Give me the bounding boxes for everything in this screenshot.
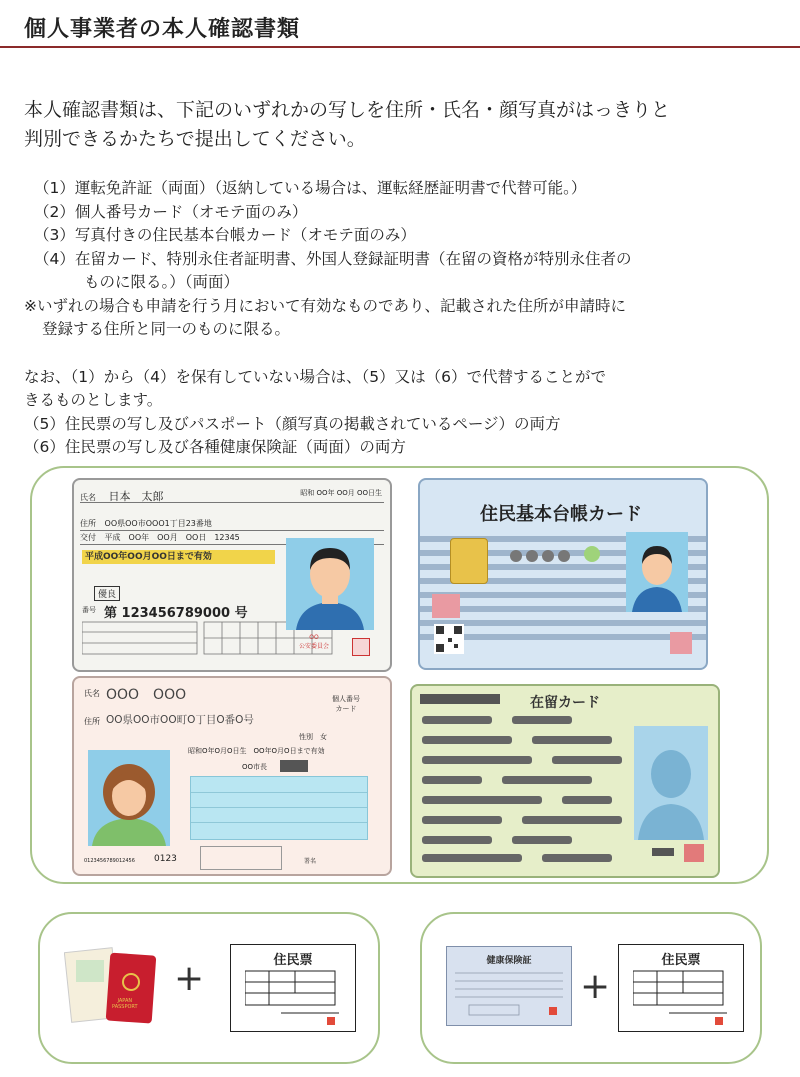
license-seal [352,638,370,656]
mynum-small-grid [200,846,282,870]
license-name-row [80,488,384,503]
juki-red-mark [432,594,460,618]
license-authority: OO 公安委員会 [299,634,330,650]
license-address: OO県OO市OOO1丁目23番地 [104,519,212,528]
license-expiry-band: 平成OO年OO月OO日まで有効 [82,550,275,564]
juki-placeholder-dots [510,546,600,566]
license-name: 日本 太郎 [108,490,164,503]
intro-line: 判別できるかたちで提出してください。 [24,128,366,150]
residence-placeholder-text [422,712,632,862]
license-issue: 平成 OO年 OO月 OO日 12345 [104,533,240,542]
mynum-name-label: 氏名 [84,689,100,698]
mynum-code: 0123 [154,854,177,864]
license-number-label: 番号 [82,606,96,614]
juki-card-title: 住民基本台帳カード [480,504,642,525]
alt-line: きるものとします。 [24,391,163,409]
drivers-license-card [72,478,392,672]
license-name-label: 氏名 [80,493,96,502]
license-number: 第 123456789000 号 [104,606,248,621]
mynum-card-type: 個人番号 カード [332,695,360,713]
mynum-blank-field [190,776,368,840]
qr-code-icon [434,624,464,654]
note-line: ※いずれの場合も申請を行う月において有効なものであり、記載された住所が申請時に [24,296,626,315]
residence-seal [684,844,704,862]
plus-sign: + [174,958,205,999]
list-item-continuation: ものに限る。）（両面） [84,273,240,291]
juminhyo-title: 住民票 [273,953,313,968]
title-underline [0,46,800,48]
license-good-badge: 優良 [94,586,120,601]
health-insurance-title: 健康保険証 [486,956,532,966]
list-item: （4）在留カード、特別永住者証明書、外国人登録証明書（在留の資格が特別永住者の [34,249,632,268]
list-item: （1）運転免許証（両面）（返納している場合は、運転経歴証明書で代替可能。） [34,179,587,197]
list-item: （5）住民票の写し及びパスポート（顔写真の掲載されているページ）の両方 [24,414,561,433]
passport-label: JAPAN PASSPORT [112,998,138,1010]
license-photo [286,538,374,630]
list-item: （6）住民票の写し及び各種健康保険証（両面）の両方 [24,438,406,456]
juki-photo [626,532,688,612]
license-birth: 昭和 OO年 OO月 OO日生 [300,489,382,497]
health-insurance-fields [455,967,565,1021]
juminhyo-title: 住民票 [661,953,701,968]
residence-card [410,684,720,878]
intro-line: 本人確認書類は、下記のいずれかの写しを住所・氏名・顔写真がはっきりと [24,99,671,121]
mynum-stamp [280,760,308,772]
health-insurance-card [446,946,572,1026]
license-address-row [80,518,384,531]
note-line: 登録する住所と同一のものに限る。 [42,320,291,338]
plus-sign: + [580,966,611,1007]
mynum-photo [88,750,170,846]
juki-card [418,478,708,670]
residence-card-title: 在留カード [530,695,600,711]
ic-chip-icon [450,538,488,584]
license-address-label: 住所 [80,519,96,528]
my-number-card [72,676,392,876]
mynum-address: OO県OO市OO町O丁目O番O号 [106,714,254,726]
mynum-serial: 0123456789012456 [84,858,135,864]
juminhyo-document [230,944,356,1032]
document-list [24,177,631,460]
mynum-dates: 昭和O年O月O日生 OO年O月O日まで有効 [188,747,325,755]
juminhyo-table [245,967,345,1027]
juminhyo-document [618,944,744,1032]
juki-seal [670,632,692,654]
mynum-sign: 署名 [304,858,317,865]
page-title: 個人事業者の本人確認書類 [24,17,301,42]
intro-text [24,96,670,154]
alt-line: なお、（1）から（4）を保有していない場合は、（5）又は（6）で代替することがで [24,367,606,386]
mynum-name: OOO OOO [106,687,187,703]
license-issue-label: 交付 [80,533,96,542]
list-item: （3）写真付きの住民基本台帳カード（オモテ面のみ） [34,226,416,244]
passport-icon [64,946,160,1026]
mynum-address-label: 住所 [84,717,100,726]
residence-photo-silhouette [634,726,708,840]
juminhyo-table [633,967,733,1027]
mynum-city: OO市長 [242,763,268,771]
list-item: （2）個人番号カード（オモテ面のみ） [34,202,308,221]
mynum-sex: 性別 女 [299,733,327,741]
